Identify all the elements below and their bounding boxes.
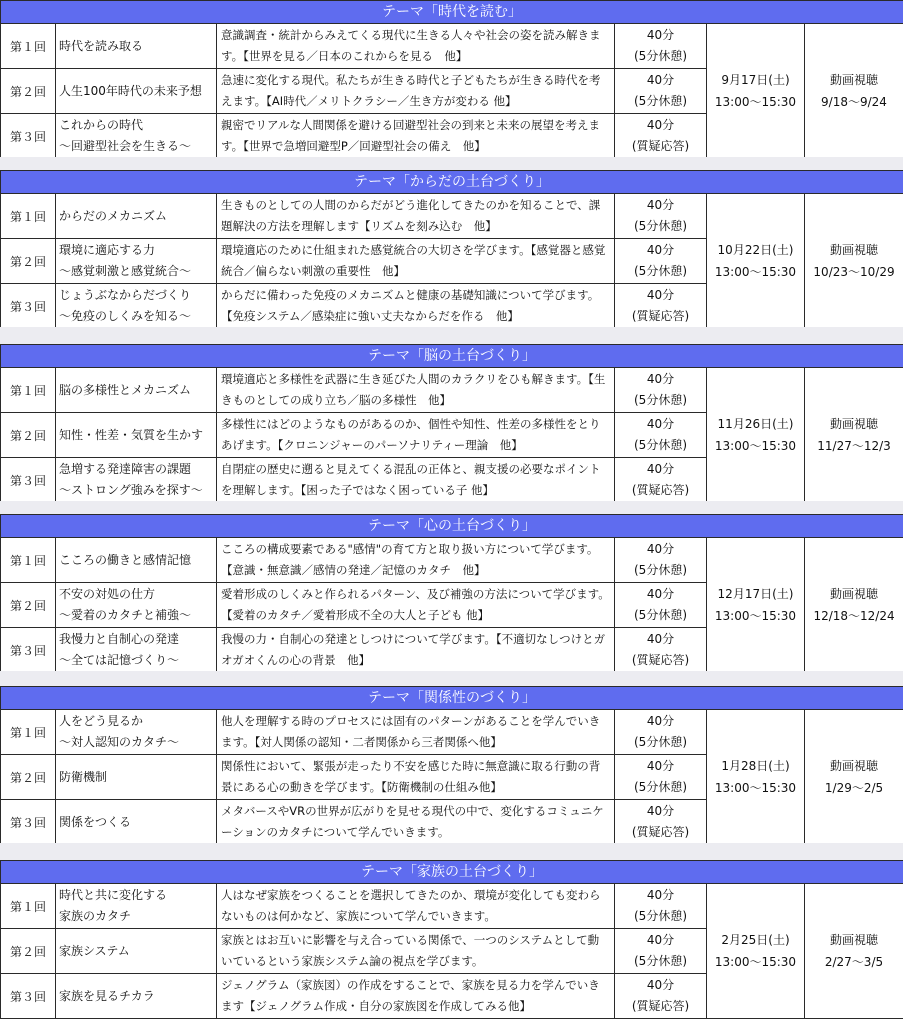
session-description: こころの構成要素である"感情"の育て方と取り扱い方について学びます。【意識・無意識／感情の発達／記憶のカタチ 他】 <box>217 538 615 583</box>
session-title-cell <box>56 628 217 673</box>
session-duration-cell <box>615 710 707 755</box>
session-description: からだに備わった免疫のメカニズムと健康の基礎知識について学びます。【免疫システム／感染症に強い丈夫なからだを作る 他】 <box>217 284 615 329</box>
session-subtitle: 家族のカタチ <box>59 909 132 923</box>
session-subtitle: ～愛着のカタチと補強～ <box>59 608 192 622</box>
session-duration-cell <box>615 583 707 628</box>
session-date-cell <box>707 24 805 159</box>
session-number: 第３回 <box>1 114 56 159</box>
session-row <box>1 194 903 239</box>
session-row <box>1 368 903 413</box>
session-duration: 40分 <box>646 804 675 818</box>
video-viewing-period: 1/29～2/5 <box>824 781 884 795</box>
session-row <box>1 24 903 69</box>
session-description: 我慢の力・自制心の発達としつけについて学びます。【不適切なしつけとガオガオくんの心の背景 他】 <box>217 628 615 673</box>
session-duration-cell <box>615 69 707 114</box>
schedule-table <box>0 686 903 845</box>
session-description: 環境適応のために仕組まれた感覚統合の大切さを学びます。【感覚器と感覚統合／偏らない刺激の重要性 他】 <box>217 239 615 284</box>
session-number: 第１回 <box>1 194 56 239</box>
schedule-table <box>0 170 903 329</box>
video-viewing-label: 動画視聴 <box>829 73 878 87</box>
theme-header: テーマ「家族の土台づくり」 <box>1 861 903 884</box>
session-duration-cell <box>615 114 707 159</box>
video-viewing-period: 12/18～12/24 <box>813 609 895 623</box>
video-viewing-cell <box>805 24 903 159</box>
session-duration-cell <box>615 800 707 845</box>
session-number: 第３回 <box>1 628 56 673</box>
section-separator <box>0 327 903 344</box>
session-duration: 40分 <box>646 587 675 601</box>
session-break-note: (5分休憩) <box>634 393 687 407</box>
session-description: メタバースやVRの世界が広がりを見せる現代の中で、変化するコミュニケーションのカタチについて学んでいきます。 <box>217 800 615 845</box>
session-title-cell <box>56 69 217 114</box>
session-number: 第２回 <box>1 69 56 114</box>
session-date-cell <box>707 368 805 503</box>
session-description: 親密でリアルな人間関係を避ける回避型社会の到来と未来の展望を考えます。【世界で急増回避型P／回避型社会の備え 他】 <box>217 114 615 159</box>
section-separator <box>0 501 903 514</box>
session-duration: 40分 <box>646 888 675 902</box>
session-number: 第３回 <box>1 974 56 1019</box>
session-description: 他人を理解する時のプロセスには固有のパターンがあることを学んでいきます。【対人関係の認知・二者関係から三者関係へ他】 <box>217 710 615 755</box>
session-break-note: (質疑応答) <box>631 139 690 153</box>
session-number: 第２回 <box>1 413 56 458</box>
session-time: 13:00～15:30 <box>714 609 797 623</box>
session-break-note: (質疑応答) <box>631 483 690 497</box>
video-viewing-period: 2/27～3/5 <box>824 955 884 969</box>
session-description: 多様性にはどのようなものがあるのか、個性や知性、性差の多様性をとりあげます。【クロニンジャーのパーソナリティー理論 他】 <box>217 413 615 458</box>
session-title-cell <box>56 800 217 845</box>
session-title: 環境に適応する力 <box>59 243 156 257</box>
session-break-note: (5分休憩) <box>634 608 687 622</box>
session-break-note: (質疑応答) <box>631 825 690 839</box>
session-duration: 40分 <box>646 118 675 132</box>
session-description: 生きものとしての人間のからだがどう進化してきたのかを知ることで、課題解決の方法を理解します【リズムを刻み込む 他】 <box>217 194 615 239</box>
session-title: 知性・性差・気質を生かす <box>59 427 204 442</box>
session-date-cell <box>707 710 805 845</box>
session-date: 9月17日(土) <box>721 73 790 87</box>
session-break-note: (5分休憩) <box>634 94 687 108</box>
session-time: 13:00～15:30 <box>714 439 797 453</box>
session-title-cell <box>56 710 217 755</box>
schedule-table <box>0 514 903 673</box>
session-break-note: (5分休憩) <box>634 954 687 968</box>
video-viewing-cell <box>805 194 903 329</box>
session-number: 第２回 <box>1 755 56 800</box>
session-duration-cell <box>615 458 707 503</box>
session-duration: 40分 <box>646 372 675 386</box>
theme-section <box>0 686 903 845</box>
session-time: 13:00～15:30 <box>714 95 797 109</box>
session-duration: 40分 <box>646 462 675 476</box>
session-title-cell <box>56 194 217 239</box>
session-duration: 40分 <box>646 28 675 42</box>
session-number: 第２回 <box>1 583 56 628</box>
session-row <box>1 710 903 755</box>
video-viewing-label: 動画視聴 <box>830 417 879 431</box>
video-viewing-label: 動画視聴 <box>830 759 879 773</box>
session-duration: 40分 <box>646 978 675 992</box>
theme-section <box>0 0 903 159</box>
session-number: 第１回 <box>1 538 56 583</box>
theme-section <box>0 514 903 673</box>
session-break-note: (5分休憩) <box>634 219 687 233</box>
theme-header: テーマ「脳の土台づくり」 <box>1 345 903 368</box>
session-number: 第３回 <box>1 800 56 845</box>
session-title-cell <box>56 755 217 800</box>
session-row <box>1 538 903 583</box>
session-duration: 40分 <box>646 933 675 947</box>
session-duration: 40分 <box>646 542 675 556</box>
session-title-cell <box>56 884 217 929</box>
session-number: 第２回 <box>1 929 56 974</box>
video-viewing-period: 11/27～12/3 <box>817 439 891 453</box>
session-description: 人はなぜ家族をつくることを選択してきたのか、環境が変化しても変わらないものは何かなど、家族について学んでいきます。 <box>217 884 615 929</box>
session-title-cell <box>56 284 217 329</box>
section-separator <box>0 843 903 860</box>
video-viewing-period: 10/23～10/29 <box>813 265 895 279</box>
session-title: じょうぶなからだづくり <box>59 288 192 302</box>
theme-header: テーマ「からだの土台づくり」 <box>1 171 903 194</box>
session-title-cell <box>56 974 217 1019</box>
session-description: 愛着形成のしくみと作られるパターン、及び補強の方法について学びます。【愛着のカタチ／愛着形成不全の大人と子ども 他】 <box>217 583 615 628</box>
theme-header: テーマ「時代を読む」 <box>1 1 903 24</box>
session-break-note: (質疑応答) <box>631 999 690 1013</box>
theme-section <box>0 344 903 503</box>
session-subtitle: ～免疫のしくみを知る～ <box>59 309 192 323</box>
session-number: 第３回 <box>1 284 56 329</box>
session-duration: 40分 <box>646 73 675 87</box>
session-duration-cell <box>615 239 707 284</box>
theme-section <box>0 860 903 1019</box>
schedule-table <box>0 860 903 1019</box>
session-title-cell <box>56 583 217 628</box>
session-duration: 40分 <box>646 288 675 302</box>
video-viewing-label: 動画視聴 <box>829 933 878 947</box>
session-title: からだのメカニズム <box>59 208 168 223</box>
session-title: 急増する発達障害の課題 <box>59 462 192 476</box>
session-date: 12月17日(土) <box>717 587 794 601</box>
session-duration-cell <box>615 755 707 800</box>
session-break-note: (5分休憩) <box>634 735 687 749</box>
session-duration: 40分 <box>646 198 675 212</box>
session-title: 関係をつくる <box>59 814 132 829</box>
theme-header: テーマ「関係性のづくり」 <box>1 687 903 710</box>
session-date: 1月28日(土) <box>721 759 790 773</box>
session-break-note: (5分休憩) <box>634 438 687 452</box>
session-duration-cell <box>615 628 707 673</box>
session-duration-cell <box>615 194 707 239</box>
session-time: 13:00～15:30 <box>714 955 797 969</box>
session-break-note: (5分休憩) <box>634 780 687 794</box>
session-title-cell <box>56 413 217 458</box>
session-duration-cell <box>615 368 707 413</box>
session-description: 自閉症の歴史に遡ると見えてくる混乱の正体と、親支援の必要なポイントを理解します。【困った子ではなく困っている子 他】 <box>217 458 615 503</box>
theme-header: テーマ「心の土台づくり」 <box>1 515 903 538</box>
session-title-cell <box>56 538 217 583</box>
session-description: ジェノグラム（家族図）の作成をすることで、家族を見る力を学んでいきます【ジェノグラム作成・自分の家族図を作成してみる他】 <box>217 974 615 1019</box>
video-viewing-cell <box>805 884 903 1019</box>
session-number: 第１回 <box>1 884 56 929</box>
session-subtitle: ～ストロング強みを探す～ <box>59 483 203 497</box>
session-title: 人生100年時代の未来予想 <box>59 83 202 98</box>
session-title: 家族システム <box>59 943 130 958</box>
video-viewing-period: 9/18～9/24 <box>821 95 887 109</box>
session-title-cell <box>56 24 217 69</box>
session-time: 13:00～15:30 <box>714 781 797 795</box>
session-number: 第１回 <box>1 710 56 755</box>
session-title: 時代と共に変化する <box>59 888 168 902</box>
video-viewing-cell <box>805 538 903 673</box>
section-separator <box>0 671 903 686</box>
session-duration-cell <box>615 929 707 974</box>
session-description: 意識調査・統計からみえてくる現代に生きる人々や社会の姿を読み解きます。【世界を見る／日本のこれからを見る 他】 <box>217 24 615 69</box>
session-title-cell <box>56 368 217 413</box>
session-title: 脳の多様性とメカニズム <box>59 382 192 397</box>
session-duration: 40分 <box>646 632 675 646</box>
session-subtitle: ～感覚刺激と感覚統合～ <box>59 264 192 278</box>
session-title-cell <box>56 929 217 974</box>
session-duration: 40分 <box>646 714 675 728</box>
session-duration: 40分 <box>646 417 675 431</box>
schedule-table <box>0 344 903 503</box>
session-duration: 40分 <box>646 759 675 773</box>
session-title-cell <box>56 239 217 284</box>
session-date: 2月25日(土) <box>721 933 790 947</box>
session-date: 10月22日(土) <box>717 243 794 257</box>
session-row <box>1 884 903 929</box>
session-date-cell <box>707 194 805 329</box>
session-number: 第３回 <box>1 458 56 503</box>
session-break-note: (5分休憩) <box>634 49 687 63</box>
session-duration-cell <box>615 538 707 583</box>
session-duration-cell <box>615 413 707 458</box>
session-title: 人をどう見るか <box>59 714 144 728</box>
session-title: こころの働きと感情記憶 <box>59 552 192 567</box>
session-subtitle: ～回避型社会を生きる～ <box>59 139 192 153</box>
session-subtitle: ～対人認知のカタチ～ <box>59 735 180 749</box>
session-date-cell <box>707 884 805 1019</box>
session-duration-cell <box>615 884 707 929</box>
session-date-cell <box>707 538 805 673</box>
video-viewing-label: 動画視聴 <box>830 243 879 257</box>
session-title: これからの時代 <box>59 118 144 132</box>
session-title: 時代を読み取る <box>59 38 144 53</box>
session-duration-cell <box>615 974 707 1019</box>
session-title: 防衛機制 <box>59 769 108 784</box>
session-duration-cell <box>615 24 707 69</box>
session-description: 急速に変化する現代。私たちが生きる時代と子どもたちが生きる時代を考えます。【AI時代／メリトクラシー／生き方が変わる 他】 <box>217 69 615 114</box>
session-break-note: (5分休憩) <box>634 264 687 278</box>
session-break-note: (質疑応答) <box>631 653 690 667</box>
video-viewing-label: 動画視聴 <box>830 587 879 601</box>
session-description: 環境適応と多様性を武器に生き延びた人間のカラクリをひも解きます。【生きものとしての成り立ち／脳の多様性 他】 <box>217 368 615 413</box>
session-title: 我慢力と自制心の発達 <box>59 632 180 646</box>
theme-section <box>0 170 903 329</box>
session-number: 第２回 <box>1 239 56 284</box>
session-duration: 40分 <box>646 243 675 257</box>
session-title: 家族を見るチカラ <box>59 988 155 1003</box>
session-break-note: (5分休憩) <box>634 909 687 923</box>
session-break-note: (5分休憩) <box>634 563 687 577</box>
session-description: 家族とはお互いに影響を与え合っている関係で、一つのシステムとして動いているという家族システム論の視点を学びます。 <box>217 929 615 974</box>
session-time: 13:00～15:30 <box>714 265 797 279</box>
session-number: 第１回 <box>1 368 56 413</box>
session-number: 第１回 <box>1 24 56 69</box>
session-duration-cell <box>615 284 707 329</box>
session-description: 関係性において、緊張が走ったり不安を感じた時に無意識に取る行動の背景にある心の動きを学びます。【防衛機制の仕組み他】 <box>217 755 615 800</box>
session-subtitle: ～全ては記憶づくり～ <box>59 653 180 667</box>
video-viewing-cell <box>805 710 903 845</box>
session-break-note: (質疑応答) <box>631 309 690 323</box>
session-title-cell <box>56 458 217 503</box>
video-viewing-cell <box>805 368 903 503</box>
section-separator <box>0 157 903 170</box>
session-title-cell <box>56 114 217 159</box>
schedule-table <box>0 0 903 159</box>
session-date: 11月26日(土) <box>717 417 794 431</box>
session-title: 不安の対処の仕方 <box>59 587 156 601</box>
